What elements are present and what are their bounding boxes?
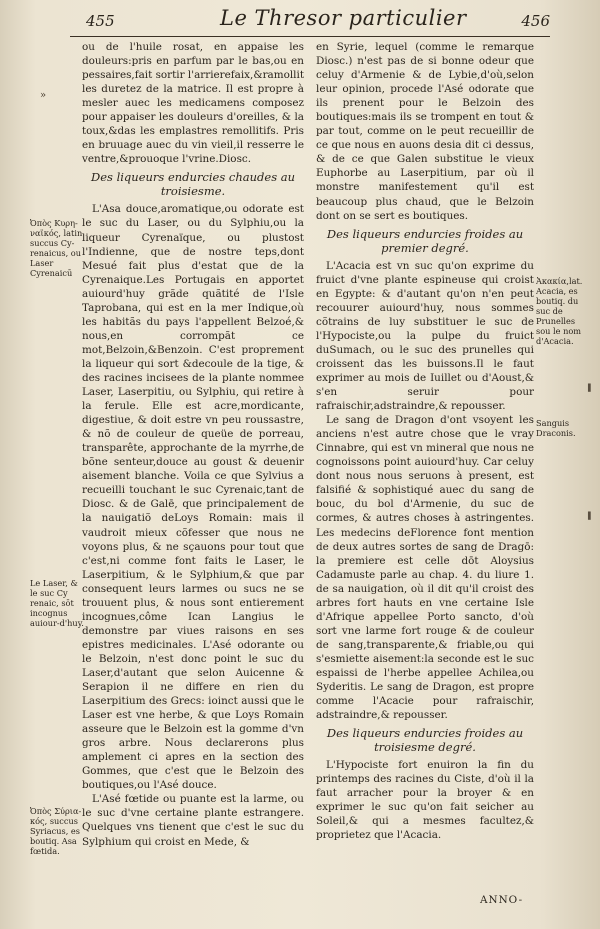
right-column xyxy=(316,40,534,842)
catchword: ANNO- xyxy=(480,894,524,906)
right-paragraph-1: en Syrie, lequel (comme le remarque Diosc.) n'est pas de si bonne odeur que celuy d'Armenie & de Lybie,d'où,selon leur opinion, procede l'Asé odorate que ils prenent pour le Belzoin des boutiques:mais ils se trompent en tout & par tout, comme on le peut recueillir de ce que nous en auons desia dit ci dessus, & de ce que Galen substitue le vieux Euphorbe au Laserpitium, par où il monstre manifestement qu'il est beaucoup plus chaud, que le Belzoin dont on se sert es boutiques. xyxy=(316,41,534,222)
margin-note-right-2: Sanguis Draconis. xyxy=(536,418,576,438)
page-number-right: 456 xyxy=(521,12,550,30)
right-paragraph-3: Le sang de Dragon d'ont vsoyent les anciens n'est autre chose que le vray Cinnabre, qui est vn mineral que nous ne cognoissons point auiourd'huy. Car celuy dont nous nous seruons à present, est falsifié & sophistiqué auec du sang de bouc, du bol d'Armenie, du suc de cormes, & autres choses à astringentes. Les medecins deFlorence font mention de deux autres sortes de sang de Dragō: la premiere est celle dōt Aloysius Cadamuste parle au chap. 4. du liure 1. de sa nauigation, où il dit qu'il croist des arbres fort hauts en vne certaine Isle d'Afrique appellee Porto sancto, d'où sort vne larme fort rouge & de couleur de sang,transparente,& friable,ou qui s'esmiette aisement:la seconde est le suc espaissi de l'herbe appellee Achilea,ou Syderitis. Le sang de Dragon, est propre comme l'Acacie pour rafraischir, adstraindre,& repousser. xyxy=(316,414,534,722)
page-number-left: 455 xyxy=(86,12,115,30)
facing-page-edge-1: ▌ xyxy=(588,384,594,392)
facing-page-edge-2: ▌ xyxy=(588,512,594,520)
right-heading-1: Des liqueurs endurcies froides au premier degré. xyxy=(326,226,524,255)
margin-note-left-3: Ὀπὸς Σύρια-κός, succus Syriacus, es boutiq. Asa fœtida. xyxy=(30,806,82,856)
right-paragraph-4: L'Hypociste fort enuiron la fin du printemps des racines du Ciste, d'où il la faut arracher pour la broyer & en exprimer le suc qu'on fait seicher au Soleil,& qui a mesmes facultez,& proprietez que l'Acacia. xyxy=(316,759,534,842)
right-heading-2: Des liqueurs endurcies froides au troisiesme degré. xyxy=(326,726,524,755)
ink-mark-icon: » xyxy=(40,90,47,101)
header-rule xyxy=(70,36,550,37)
running-title: Le Thresor particulier xyxy=(220,6,467,30)
right-paragraph-2: L'Acacia est vn suc qu'on exprime du fruict d'vne plante espineuse qui croist en Egypte: & d'autant qu'on n'en peut recouurer auiourd'huy, nous sommes cõtrains de luy substituer le suc de l'Hypociste,ou la pulpe du fruict duSumach, ou le suc des prunelles qui croissent das les buissons.Il le faut exprimer au mois de Iuillet ou d'Aoust,& s'en seruir pour rafraischir,adstraindre,& repousser. xyxy=(316,259,534,413)
margin-note-left-2: Le Laser, & le suc Cy renaic, sōt incognus auiour-d'huy. xyxy=(30,578,84,628)
left-paragraph-1: ou de l'huile rosat, en appaise les douleurs:pris en parfum par le bas,ou en pessaires,fait sortir l'arrierefaix,&ramollit les duretez de la matrice. Il est propre à mesler auec les medicamens composez pour appaiser les douleurs d'oreilles, & la toux,&das les emplastres remollitifs. Pris en bruuage auec du vin vieil,il resserre le ventre,&prouoque l'vrine.Diosc. xyxy=(82,41,304,166)
left-paragraph-3: L'Asé fœtide ou puante est la larme, ou le suc d'vne certaine plante estrangere. Quelques vns tienent que c'est le suc du Sylphium qui croist en Mede, & xyxy=(82,793,304,848)
margin-note-left-1: Ὀπὸς Κυρη-ναϊκός, latin succus Cy-renaicus, ou Laser Cyrenaicū xyxy=(30,218,83,278)
left-column xyxy=(82,40,304,849)
page-header xyxy=(70,6,550,36)
left-heading-1: Des liqueurs endurcies chaudes au troisiesme. xyxy=(90,170,296,199)
left-paragraph-2: L'Asa douce,aromatique,ou odorate est le suc du Laser, ou du Sylphiu,ou la liqueur Cyrenaïque, ou plustost l'Indienne, que de nostre teps,dont Mesué fait plus d'estat que de la Cyrenaique.Les Portugais en apportet auiourd'huy grãde quãtité de l'Isle Taprobana, qui est en la mer Indique,où les habitãs du pays l'appellent Belzoé,& nous,en corrompãt ce mot,Belzoin,&Benzoin. C'est proprement la liqueur qui sort &decoule de la tige, & des racines incisees de la plante nommee Laser, Laserpitiu, ou Sylphiu, qui retire à la ferule. Elle est acre,mordicante, digestiue, & doit estre vn peu roussastre, & nõ de couleur de queüe de porreau, transparête, approchante de la myrrhe,de bõne senteur,douce au goust & deuenir aisement blanche. Voila ce que Sylvius a recueilli touchant le suc Cyrenaic,tant de Diosc. & de Galē, que principalement de la nauigatiõ deLoys Romain: mais il vaudroit mieux cõfesser que nous ne voyons plus, & ne sçauons pour tout que c'est,ni comme font faits le Laser, le Laserpitium, & le Sylphium,& que par consequent leurs larmes ou sucs ne se trouuent plus, & nous sont entierement incognues,côme Ican Langius le demonstre par viues raisons en ses epistres medicinales. L'Asé odorante ou le Belzoin, n'est donc point le suc du Laser,d'autant que selon Auicenne & Serapion il ne differe en rien du Laserpitium des Grecs: ioinct aussi que le Laser est vne herbe, & que Loys Romain asseure que le Belzoin est la gomme d'vn gros arbre. Nous declarerons plus amplement ci apres en la section des Gommes, que c'est que le Belzoin des boutiques,ou l'Asé douce. xyxy=(82,203,304,792)
margin-note-right-1: Ἀκακία,lat. Acacia, es boutiq. du suc de Prunelles sou le nom d'Acacia. xyxy=(536,276,583,346)
